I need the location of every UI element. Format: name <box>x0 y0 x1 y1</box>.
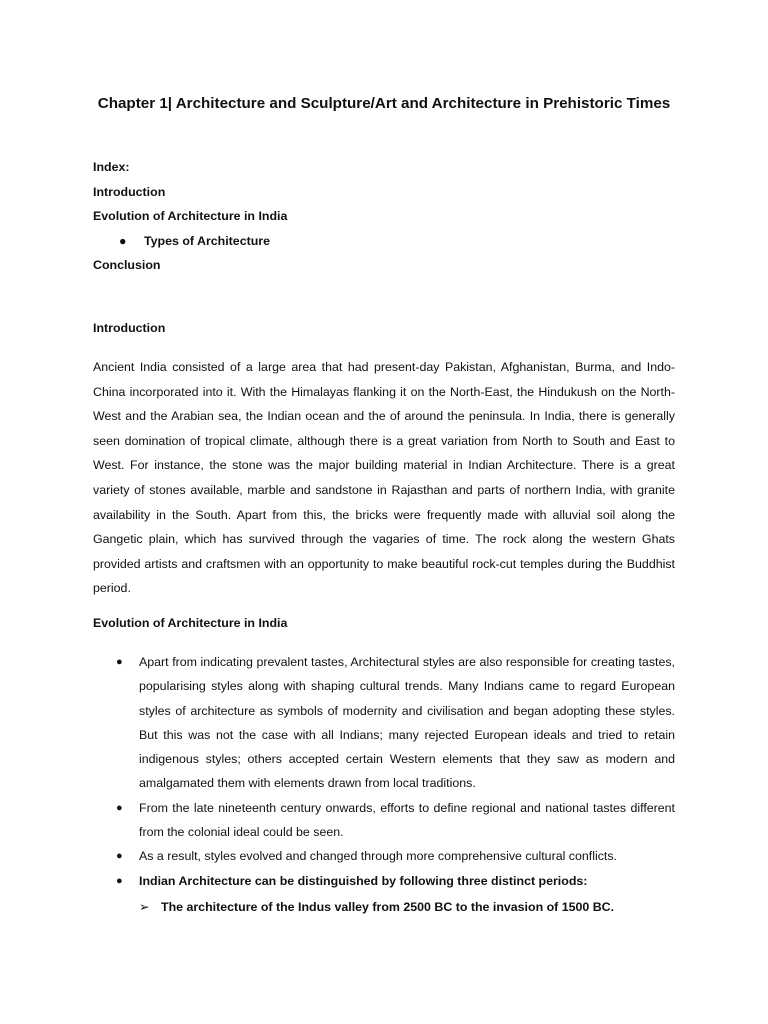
index-item-evolution: Evolution of Architecture in India <box>93 209 288 224</box>
sub-list-item <box>139 896 679 918</box>
bullet-icon: ● <box>116 850 123 863</box>
introduction-paragraph: Ancient India consisted of a large area that had present-day Pakistan, Afghanistan, Burma, and Indo-China incorporated into it. With the Himalayas flanking it on the North-East, the Hindukush on the North-West and the Arabian sea, the Indian ocean and the of around the peninsula. In India, there is generally seen domination of tropical climate, although there is a great variation from North to South and East to West. For instance, the stone was the major building material in Indian Architecture. There is a great variety of stones available, marble and sandstone in Rajasthan and parts of northern India, with granite availability in the South. Apart from this, the bricks were frequently made with alluvial soil along the Gangetic plain, which has survived through the vagaries of time. The rock along the western Ghats provided artists and craftsmen with an opportunity to make beautiful rock-cut temples during the Buddhist period. <box>93 360 675 596</box>
index-item-conclusion: Conclusion <box>93 258 161 273</box>
list-item <box>93 869 675 893</box>
index-item-introduction: Introduction <box>93 184 166 199</box>
introduction-heading: Introduction <box>93 321 166 335</box>
page-title: Chapter 1| Architecture and Sculpture/Art and Architecture in Prehistoric Times <box>97 95 671 112</box>
list-item <box>93 796 675 845</box>
bullet-icon: ● <box>116 874 123 887</box>
index-item-types <box>93 229 673 254</box>
list-item <box>93 844 675 868</box>
arrow-icon: ➢ <box>139 900 150 914</box>
list-item <box>93 650 675 796</box>
list-item-text: As a result, styles evolved and changed through more comprehensive cultural conflicts. <box>139 849 617 864</box>
bullet-icon: ● <box>116 656 123 668</box>
sub-list-item-text: The architecture of the Indus valley from 2500 BC to the invasion of 1500 BC. <box>161 900 615 914</box>
index-item-types-label: Types of Architecture <box>144 233 270 248</box>
list-item-text: From the late nineteenth century onwards, efforts to define regional and national tastes different from the colonial ideal could be seen. <box>139 800 675 840</box>
bullet-icon: ● <box>119 233 127 248</box>
list-item-text: Indian Architecture can be distinguished by following three distinct periods: <box>139 873 588 888</box>
evolution-heading: Evolution of Architecture in India <box>93 616 288 630</box>
bullet-icon: ● <box>116 801 123 814</box>
index-section <box>93 155 673 278</box>
index-heading: Index: <box>93 160 130 174</box>
list-item-text: Apart from indicating prevalent tastes, Architectural styles are also responsible for creating tastes, popularising styles along with shaping cultural trends. Many Indians came to regard European styles of architecture as symbols of modernity and civilisation and began adopting these styles. But this was not the case with all Indians; many rejected European ideals and tried to retain indigenous styles; others accepted certain Western elements that they saw as modern and amalgamated them with elements drawn from local traditions. <box>139 655 675 791</box>
evolution-bullet-list <box>93 650 675 893</box>
